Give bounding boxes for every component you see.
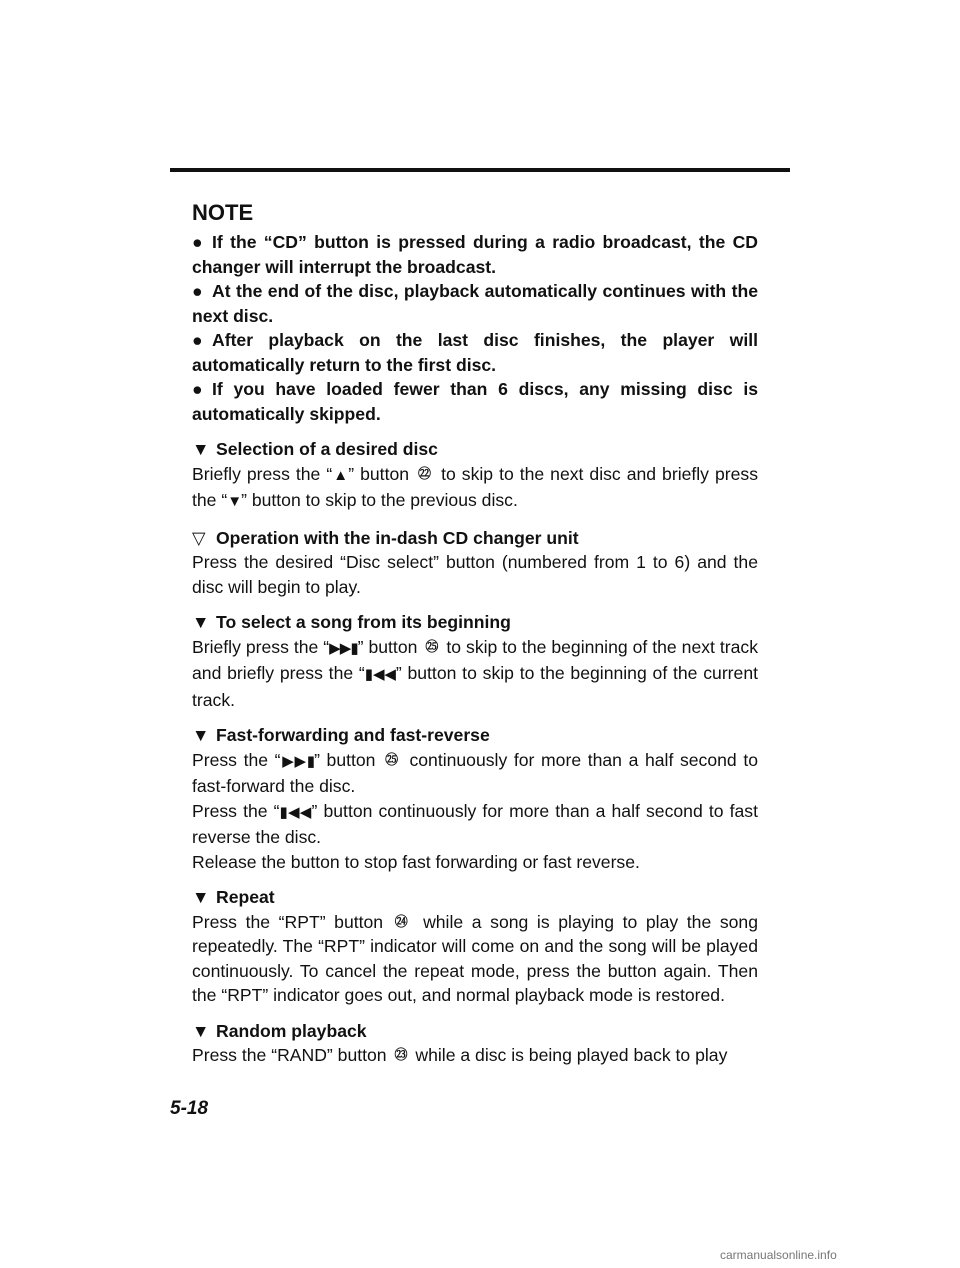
section-text: Press the desired “Disc select” button (numbered from 1 to 6) and the disc will begin to play. (192, 552, 758, 597)
heading-text: Random playback (216, 1020, 367, 1041)
text-run: continuously for more than a half second to fast-forward the disc. (192, 749, 758, 796)
section-heading (192, 1019, 758, 1044)
up-triangle-icon: ▲ (332, 466, 349, 484)
fast-forward-icon: ▶▶▮ (280, 752, 315, 770)
heading-text: To select a song from its beginning (216, 612, 511, 632)
text-run: while a song is playing to play the song repeatedly. The “RPT” indicator will come on and the song will be played continuously. To cancel the repeat mode, press the button again. Then the “RPT” indicator goes out, and normal playback mode is restored. (192, 911, 759, 1005)
note-item-text: If the “CD” button is pressed during a radio broadcast, the CD changer will interrupt the broadcast. (192, 232, 758, 277)
text-run: while a disc is being played back to play (410, 1045, 728, 1065)
bullet-icon: ● (192, 379, 203, 399)
section-heading (192, 723, 758, 748)
outline-triangle-icon: ▽ (192, 527, 206, 548)
heading-text: Operation with the in-dash CD changer unit (216, 527, 579, 548)
heading-text: Repeat (216, 887, 275, 907)
section-text (192, 748, 758, 799)
text-run: Press the “RAND” button (192, 1045, 387, 1065)
circled-22-icon: ㉒ (418, 465, 433, 481)
section-disc-selection (192, 437, 758, 515)
section-heading (192, 610, 758, 635)
note-item-text: At the end of the disc, playback automatically continues with the next disc. (192, 281, 758, 326)
text-run: ” button (314, 749, 376, 770)
section-text (192, 799, 758, 850)
section-heading (192, 437, 758, 462)
filled-triangle-icon: ▼ (192, 887, 210, 907)
text-run: ” button (348, 463, 410, 484)
section-fast-forward (192, 723, 758, 874)
filled-triangle-icon: ▼ (192, 1020, 210, 1041)
circled-23-icon: ㉓ (394, 1047, 408, 1062)
text-run: to skip to the next disc and briefly press the “ (192, 463, 758, 510)
section-text (192, 635, 758, 713)
text-run: Briefly press the “ (192, 463, 333, 484)
text-run: Press the “ (192, 800, 280, 821)
bullet-icon: ● (192, 281, 203, 301)
note-item-text: If you have loaded fewer than 6 discs, any missing disc is automatically skipped. (192, 379, 758, 424)
filled-triangle-icon: ▼ (192, 725, 210, 745)
text-run: ” button continuously for more than a half second to fast reverse the disc. (192, 800, 758, 847)
section-text (192, 462, 758, 515)
section-random (192, 1019, 758, 1068)
filled-triangle-icon: ▼ (192, 439, 210, 459)
note-item-text: After playback on the last disc finishes, the player will automatically return to the first disc. (192, 330, 758, 375)
text-run: ” button to skip to the previous disc. (241, 490, 518, 510)
rewind-icon: ▮◀◀ (364, 666, 396, 683)
note-item (192, 230, 758, 279)
top-rule (170, 168, 790, 172)
note-item (192, 377, 758, 426)
circled-25-icon: ㉕ (425, 638, 439, 654)
circled-25-icon: ㉕ (385, 751, 400, 767)
section-in-dash-changer (192, 526, 758, 600)
page-number: 5-18 (170, 1098, 209, 1119)
watermark: carmanualsonline.info (720, 1248, 837, 1262)
heading-text: Selection of a desired disc (216, 439, 438, 459)
heading-text: Fast-forwarding and fast-reverse (216, 725, 490, 745)
text-run: ” button (357, 636, 418, 657)
text-run: Press the “ (192, 749, 281, 770)
note-title: NOTE (192, 200, 254, 225)
note-item (192, 279, 758, 328)
bullet-icon: ● (192, 232, 203, 252)
filled-triangle-icon: ▼ (192, 612, 210, 632)
section-repeat (192, 885, 758, 1008)
section-heading (192, 885, 758, 910)
text-run: Press the “RPT” button (192, 911, 384, 932)
page-content (192, 200, 758, 1068)
text-run: Briefly press the “ (192, 636, 330, 657)
down-triangle-icon: ▼ (227, 493, 242, 510)
text-run: ” button to skip to the beginning of the current track. (192, 663, 758, 710)
section-heading (192, 526, 758, 551)
section-song-beginning (192, 610, 758, 712)
bullet-icon: ● (192, 330, 203, 350)
rewind-icon: ▮◀◀ (279, 803, 312, 821)
section-text (192, 1043, 758, 1068)
text-run: to skip to the beginning of the next track and briefly press the “ (192, 636, 759, 683)
section-text (192, 910, 758, 1008)
note-item (192, 328, 758, 377)
section-text: Release the button to stop fast forwarding or fast reverse. (192, 851, 640, 872)
circled-24-icon: ㉔ (394, 913, 412, 929)
fast-forward-icon: ▶▶▮ (329, 639, 358, 657)
